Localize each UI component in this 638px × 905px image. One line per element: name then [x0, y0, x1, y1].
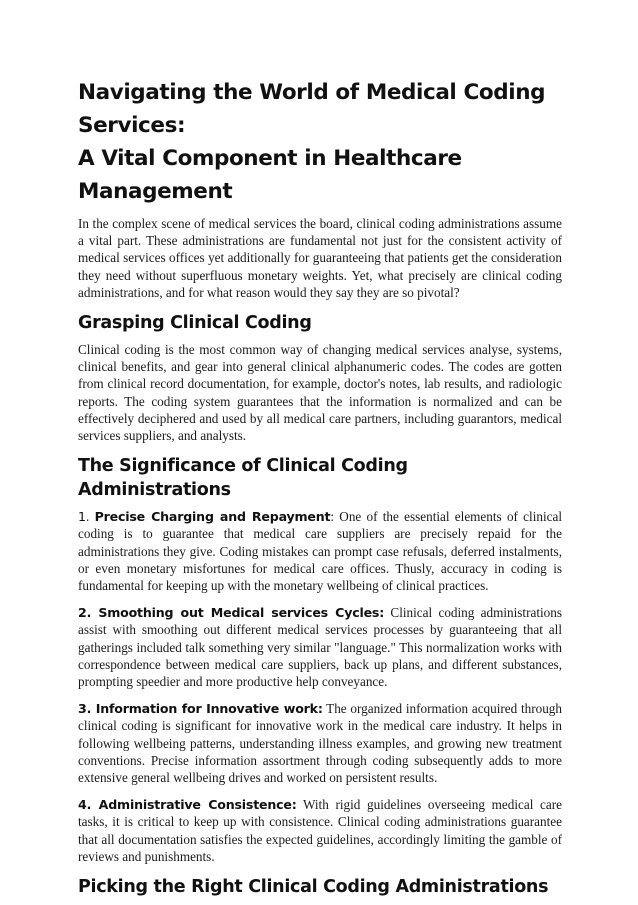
list-item: [78, 604, 562, 690]
item-separator: .: [86, 509, 95, 525]
item-body: One of the essential elements of clinical coding is to guarantee that medical care suppliers are precisely repaid for the administrations they give. Coding mistakes can prompt case refusals, deferred instalments, or even monetary misfortunes for medical care offices. Thusly, accuracy in coding is fundamental for keeping up with the monetary wellbeing of clinical practices.: [78, 509, 562, 594]
section-heading-grasping: Grasping Clinical Coding: [78, 313, 312, 334]
section-paragraph-grasping: Clinical coding is the most common way of changing medical services analyse, systems, clinical benefits, and gear into general clinical alphanumeric codes. The codes are gotten from clinical record documentation, for example, doctor's notes, lab results, and radiologic reports. The coding system guarantees that the information is normalized and can be effectively deciphered and used by all medical care partners, including guarantors, medical services suppliers, and analysts.: [78, 342, 562, 444]
item-body: The organized information acquired through clinical coding is significant for innovative work in the medical care industry. It helps in following wellbeing patterns, understanding illness examples, and growing new treatment conventions. Precise information assortment through coding subsequently adds to more extensive general wellbeing drives and worked on persistent results.: [78, 701, 562, 786]
item-body: With rigid guidelines overseeing medical care tasks, it is critical to keep up with consistence. Clinical coding administrations guarantee that all documentation satisfies the expected guidelines, accordingly limiting the gamble of reviews and punishments.: [78, 797, 562, 864]
list-item: [78, 700, 562, 786]
item-lead: Precise Charging and Repayment: [94, 509, 331, 525]
page-title: [78, 76, 562, 208]
item-lead: 3. Information for Innovative work:: [78, 701, 323, 717]
list-item: [78, 796, 562, 865]
item-lead: 4. Administrative Consistence:: [78, 797, 297, 813]
section-heading-picking: Picking the Right Clinical Coding Administrations: [78, 877, 549, 898]
item-lead: 2. Smoothing out Medical services Cycles:: [78, 605, 385, 621]
title-line-2: A Vital Component in Healthcare Management: [78, 146, 462, 204]
item-number: 1: [78, 509, 87, 525]
section-heading-significance: The Significance of Clinical Coding Administrations: [78, 456, 408, 501]
intro-paragraph: In the complex scene of medical services the board, clinical coding administrations assume a vital part. These administrations are fundamental not just for the consistent activity of medical services offices yet additionally for guaranteeing that patients get the consideration they need without superfluous monetary weights. Yet, what precisely are clinical coding administrations, and for what reason would they say they are so pivotal?: [78, 216, 562, 300]
item-lead-suffix: :: [330, 509, 335, 525]
document-page: [78, 76, 562, 905]
item-body: Clinical coding administrations assist with smoothing out different medical services processes by guaranteeing that all gatherings included talk something very similar "language." This normalization works with correspondence between medical care suppliers, back up plans, and different substances, prompting speedier and more productive help conveyance.: [78, 605, 562, 690]
title-line-1: Navigating the World of Medical Coding Services:: [78, 80, 546, 138]
list-item: [78, 508, 562, 594]
